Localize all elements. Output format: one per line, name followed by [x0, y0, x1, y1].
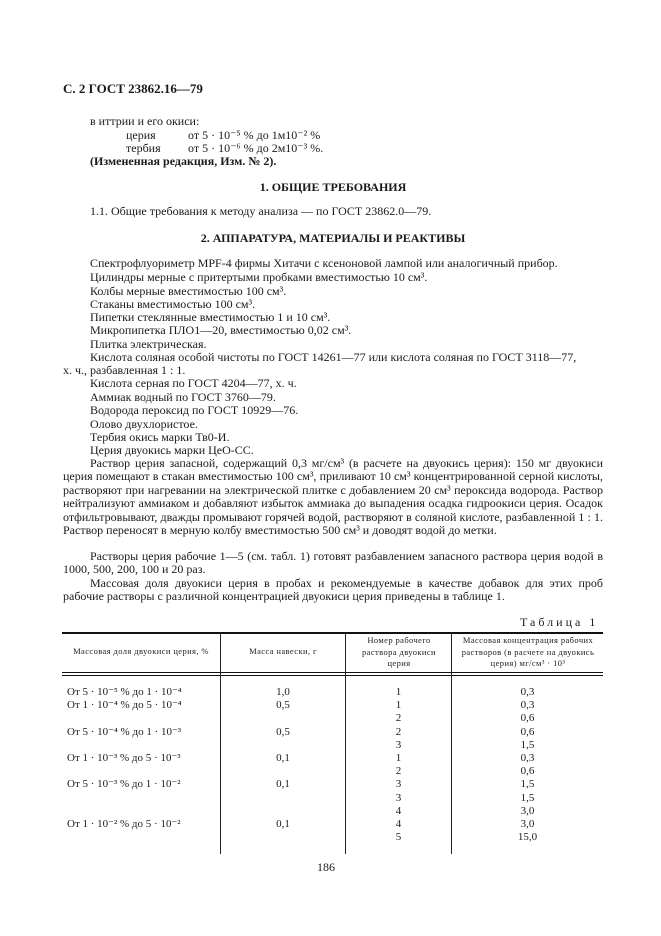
- cell-range: От 5 · 10⁻⁵ % до 1 · 10⁻⁴: [67, 686, 182, 698]
- header-concentration: Массовая концентрация рабочих растворов (в расчете на двуокись церия) мг/см³ · 10³: [461, 635, 595, 668]
- cell-solution-number: 5: [395, 831, 402, 844]
- cell-range: От 5 · 10⁻⁴ % до 1 · 10⁻³: [67, 725, 182, 738]
- equipment-item: Колбы мерные вместимостью 100 см³.: [90, 284, 287, 298]
- header-sample-mass: Масса навески, г: [249, 646, 317, 656]
- section-2-title: 2. АППАРАТУРА, МАТЕРИАЛЫ И РЕАКТИВЫ: [200, 231, 466, 245]
- cell-range: От 1 · 10⁻³ % до 5 · 10⁻³: [67, 752, 181, 764]
- table-top-rule: [62, 632, 603, 634]
- cell-concentration: 0,3: [520, 686, 535, 698]
- header-mass-fraction: Массовая доля двуокиси церия, %: [73, 646, 209, 656]
- cell-concentration: 0,6: [520, 725, 535, 738]
- reagent-acid-line2: х. ч., разбавленная 1 : 1.: [63, 363, 186, 377]
- cell-solution-number: 3: [395, 791, 402, 804]
- intro-range-terbium: от 5 · 10⁻⁶ % до 2м10⁻³ %.: [188, 141, 324, 155]
- cell-concentration: 1,5: [520, 778, 535, 791]
- cell-mass: 0,5: [276, 699, 290, 712]
- cell-solution-number: 1: [395, 699, 402, 712]
- equipment-item: Микропипетка ПЛО1—20, вместимостью 0,02 см³.: [90, 323, 352, 337]
- cell-range: От 1 · 10⁻⁴ % до 5 · 10⁻⁴: [67, 699, 182, 712]
- cell-solution-number: 4: [395, 818, 402, 830]
- cell-solution-number: 2: [395, 725, 402, 738]
- reagent-item: Кислота серная по ГОСТ 4204—77, х. ч.: [90, 376, 297, 390]
- equipment-item: Спектрофлуориметр MPF-4 фирмы Хитачи с ксеноновой лампой или аналогичный прибор.: [90, 256, 558, 270]
- cell-concentration: 3,0: [520, 818, 535, 830]
- header-bottom-rule: [62, 672, 603, 673]
- equipment-item: Стаканы вместимостью 100 см³.: [90, 297, 256, 311]
- equipment-item: Плитка электрическая.: [90, 337, 207, 351]
- working-solutions-text: Растворы церия рабочие 1—5 (см. табл. 1) готовят разбавлением запасного раствора церия водой в 1000, 500, 200, 100 и 20 раз.: [63, 549, 603, 577]
- equipment-item: Пипетки стеклянные вместимостью 1 и 10 см³.: [90, 310, 331, 324]
- reagent-item: Тербия окись марки Тв0-И.: [90, 430, 230, 444]
- cell-solution-number: 1: [395, 752, 402, 764]
- cell-mass: 0,1: [276, 778, 290, 791]
- cell-concentration: 0,6: [520, 712, 535, 725]
- cell-concentration: 1,5: [520, 738, 535, 751]
- reagent-item: Аммиак водный по ГОСТ 3760—79.: [90, 390, 276, 404]
- stock-solution-text: Раствор церия запасной, содержащий 0,3 мг/см³ (в расчете на двуокись церия): 150 мг двуокиси церия помещают в стакан вместимостью 100 см³, приливают 10 см³ концентрированной серной кислоты, растворяют при нагревании на электрической плитке с добавлением 20 см³ пероксида водорода. Раствор нейтрализуют аммиаком и добавляют избыток аммиака до выпадения осадка гидроокиси церия. Осадок отфильтровывают, дважды промывают горячей водой, растворяют в соляной кислоте, разбавленной 1 : 1. Раствор переносят в мерную колбу вместимостью 500 см³ и доводят водой до метки.: [63, 456, 603, 538]
- section-1-title: 1. ОБЩИЕ ТРЕБОВАНИЯ: [259, 180, 407, 194]
- reagent-item: Водорода пероксид по ГОСТ 10929—76.: [90, 403, 299, 417]
- reagent-item: Олово двухлористое.: [90, 417, 198, 431]
- table-1: [62, 632, 603, 854]
- cell-solution-number: 2: [395, 712, 402, 725]
- equipment-item: Цилиндры мерные с притертыми пробками вместимостью 10 см³.: [90, 270, 428, 284]
- table-reference-paragraph: [63, 577, 603, 604]
- reagent-acid-line1: Кислота соляная особой чистоты по ГОСТ 14261—77 или кислота соляная по ГОСТ 3118—77,: [90, 350, 577, 364]
- cell-range: От 5 · 10⁻³ % до 1 · 10⁻²: [67, 778, 181, 791]
- running-title: С. 2 ГОСТ 23862.16—79: [63, 81, 203, 96]
- intro-element-terbium: тербия: [126, 141, 161, 155]
- amendment-note: (Измененная редакция, Изм. № 2).: [90, 154, 277, 168]
- page-number: 186: [317, 860, 335, 874]
- cell-solution-number: 2: [395, 765, 402, 778]
- cell-mass: 1,0: [276, 686, 290, 698]
- cell-concentration: 0,3: [520, 699, 535, 712]
- cell-solution-number: 3: [395, 738, 402, 751]
- intro-element-cerium: церия: [126, 128, 156, 142]
- intro-line: в иттрии и его окиси:: [90, 114, 200, 128]
- cell-concentration: 15,0: [517, 831, 538, 844]
- cell-concentration: 0,3: [520, 752, 535, 764]
- cell-solution-number: 3: [395, 778, 402, 791]
- cell-concentration: 0,6: [520, 765, 535, 778]
- header-bottom-rule-2: [62, 675, 603, 676]
- table-title: Таблица 1: [520, 615, 599, 629]
- header-solution-number: Номер рабочего раствора двуокиси церия: [362, 635, 436, 668]
- cell-solution-number: 4: [395, 804, 402, 817]
- cell-solution-number: 1: [395, 686, 402, 698]
- cell-mass: 0,1: [276, 752, 290, 764]
- cell-concentration: 1,5: [520, 791, 535, 804]
- cell-mass: 0,5: [276, 725, 290, 738]
- cell-range: От 1 · 10⁻² % до 5 · 10⁻²: [67, 818, 181, 830]
- reagent-item: Церия двуокись марки ЦеО-СС.: [90, 443, 254, 457]
- stock-solution-paragraph: [63, 457, 603, 537]
- section-1-paragraph: 1.1. Общие требования к методу анализа — по ГОСТ 23862.0—79.: [90, 204, 432, 218]
- cell-mass: 0,1: [276, 818, 290, 830]
- table-reference-text: Массовая доля двуокиси церия в пробах и рекомендуемые в качестве добавок для этих проб рабочие растворы с различной концентрацией двуокиси церия приведены в таблице 1.: [63, 576, 603, 604]
- intro-range-cerium: от 5 · 10⁻⁵ % до 1м10⁻² %: [188, 128, 321, 142]
- working-solutions-paragraph: [63, 550, 603, 577]
- cell-concentration: 3,0: [520, 804, 535, 817]
